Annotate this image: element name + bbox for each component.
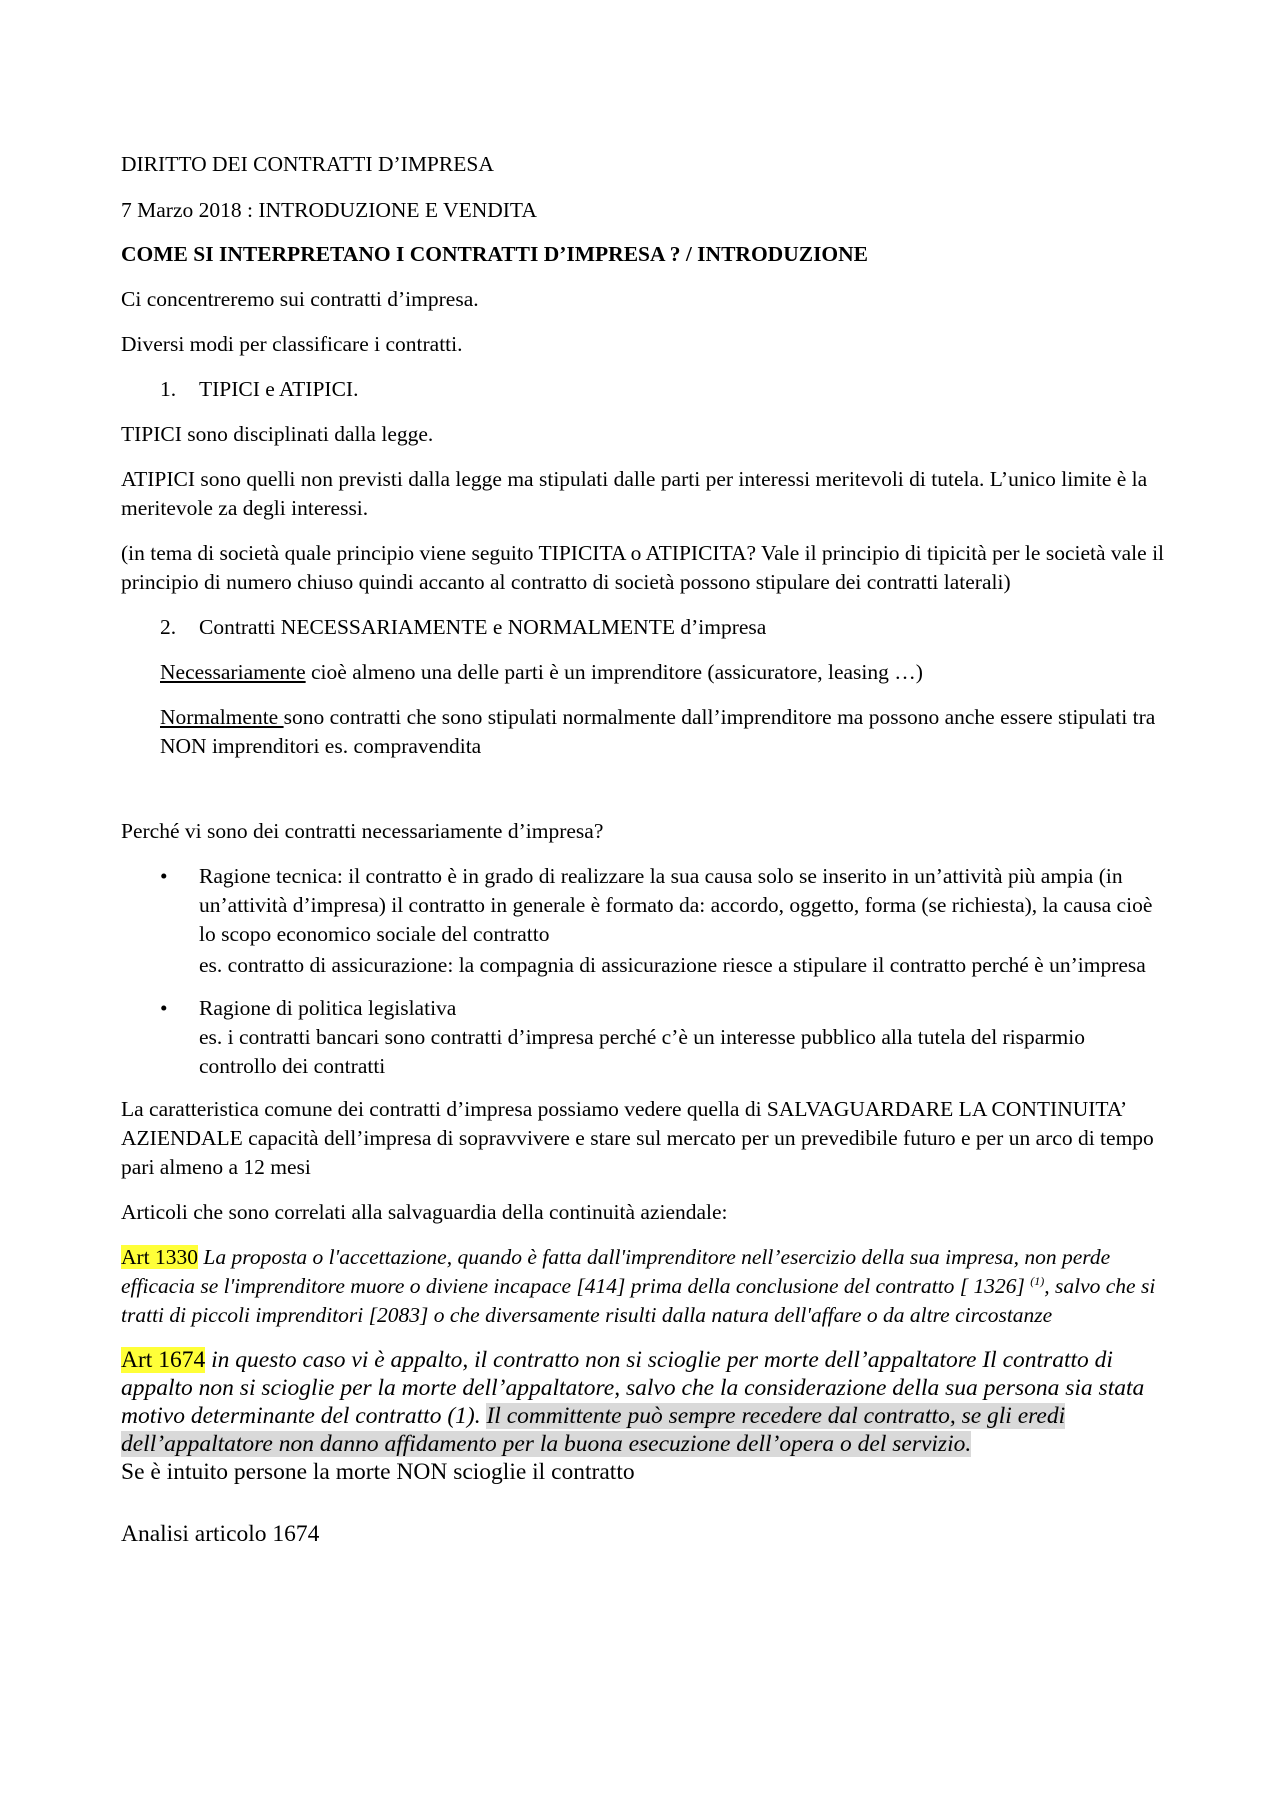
paragraph-normalmente [160, 703, 1166, 761]
paragraph-articoli: Articoli che sono correlati alla salvaguardia della continuità aziendale: [121, 1200, 728, 1224]
list-item-text: Contratti NECESSARIAMENTE e NORMALMENTE d’impresa [199, 615, 767, 639]
article-1674 [121, 1346, 1166, 1458]
highlighted-passage: Il committente può sempre recedere dal contratto, se gli eredi dell’appaltatore non danno affidamento per la buona esecuzione dell’opera o del servizio. [121, 1403, 1066, 1457]
document-body [121, 150, 1166, 1548]
bullet-item-2 [160, 994, 1166, 1081]
bullet-example: es. contratto di assicurazione: la compagnia di assicurazione riesce a stipulare il contratto perché è un’impresa [199, 953, 1146, 977]
bullet-text: Ragione tecnica: il contratto è in grado di realizzare la sua causa solo se inserito in un’attività più ampia (in un’attività d’impresa) il contratto in generale è formato da: accordo, oggetto, forma (se richiesta), la causa cioè lo scopo economico sociale del contratto [199, 864, 1153, 946]
list-number: 1. [160, 377, 177, 401]
definition-text: cioè almeno una delle parti è un imprenditore (assicuratore, leasing …) [305, 660, 923, 684]
document-title: DIRITTO DEI CONTRATTI D’IMPRESA [121, 152, 494, 176]
bullet-icon: • [160, 864, 168, 888]
numbered-item-2 [160, 613, 1166, 642]
list-number: 2. [160, 615, 177, 639]
paragraph-parenthetical: (in tema di società quale principio viene seguito TIPICITA o ATIPICITA? Vale il principio di tipicità per le società vale il principio di numero chiuso quindi accanto al contratto di società possono stipulare dei contratti laterali) [121, 541, 1165, 594]
underlined-term: Normalmente [160, 705, 284, 729]
bullet-text: Ragione di politica legislativa [199, 996, 457, 1020]
date-line: 7 Marzo 2018 : INTRODUZIONE E VENDITA [121, 198, 537, 222]
paragraph: Diversi modi per classificare i contratti. [121, 332, 463, 356]
paragraph-analisi: Analisi articolo 1674 [121, 1521, 320, 1547]
article-text: in questo caso vi è appalto, il contratto non si scioglie per morte dell’appaltatore Il contratto di appalto non si scioglie per la morte dell’appaltatore, salvo che la considerazione della sua persona sia stata motivo determinante del contratto (1). [121, 1347, 1145, 1429]
bullet-icon: • [160, 996, 168, 1020]
paragraph-atipici: ATIPICI sono quelli non previsti dalla legge ma stipulati dalle parti per interessi meritevoli di tutela. L’unico limite è la meritevole za degli interessi. [121, 467, 1148, 520]
paragraph-necessariamente [160, 658, 1166, 687]
bullet-item-1 [160, 862, 1166, 980]
numbered-item-1 [160, 375, 1166, 404]
bullet-example: es. i contratti bancari sono contratti d’impresa perché c’è un interesse pubblico alla tutela del risparmio controllo dei contratti [199, 1025, 1085, 1078]
section-heading: COME SI INTERPRETANO I CONTRATTI D’IMPRESA ? / INTRODUZIONE [121, 242, 869, 266]
paragraph-tipici: TIPICI sono disciplinati dalla legge. [121, 422, 434, 446]
article-text: La proposta o l'accettazione, quando è fatta dall'imprenditore nell’esercizio della sua impresa, non perde efficacia se l'imprenditore muore o diviene incapace [414] prima della conclusione del contratto [ 1326] [121, 1245, 1111, 1298]
question-paragraph: Perché vi sono dei contratti necessariamente d’impresa? [121, 819, 604, 843]
article-text: , salvo che si tratti di piccoli imprenditori [2083] o che diversamente risulti dalla natura dell'affare o da altre circostanze [121, 1274, 1156, 1327]
paragraph-intuito: Se è intuito persone la morte NON scioglie il contratto [121, 1459, 635, 1485]
article-1330 [121, 1243, 1166, 1330]
footnote-mark: (1) [1030, 1273, 1045, 1288]
paragraph-caratteristica: La caratteristica comune dei contratti d’impresa possiamo vedere quella di SALVAGUARDARE LA CONTINUITA’ AZIENDALE capacità dell’impresa di sopravvivere e stare sul mercato per un prevedibile futuro e per un arco di tempo pari almeno a 12 mesi [121, 1097, 1154, 1179]
article-label-highlight: Art 1330 [121, 1245, 199, 1269]
list-item-text: TIPICI e ATIPICI. [199, 377, 359, 401]
underlined-term: Necessariamente [160, 660, 306, 684]
article-label-highlight: Art 1674 [121, 1347, 206, 1373]
definition-text: sono contratti che sono stipulati normalmente dall’imprenditore ma possono anche essere stipulati tra NON imprenditori es. compravendita [160, 705, 1156, 758]
paragraph: Ci concentreremo sui contratti d’impresa. [121, 287, 479, 311]
